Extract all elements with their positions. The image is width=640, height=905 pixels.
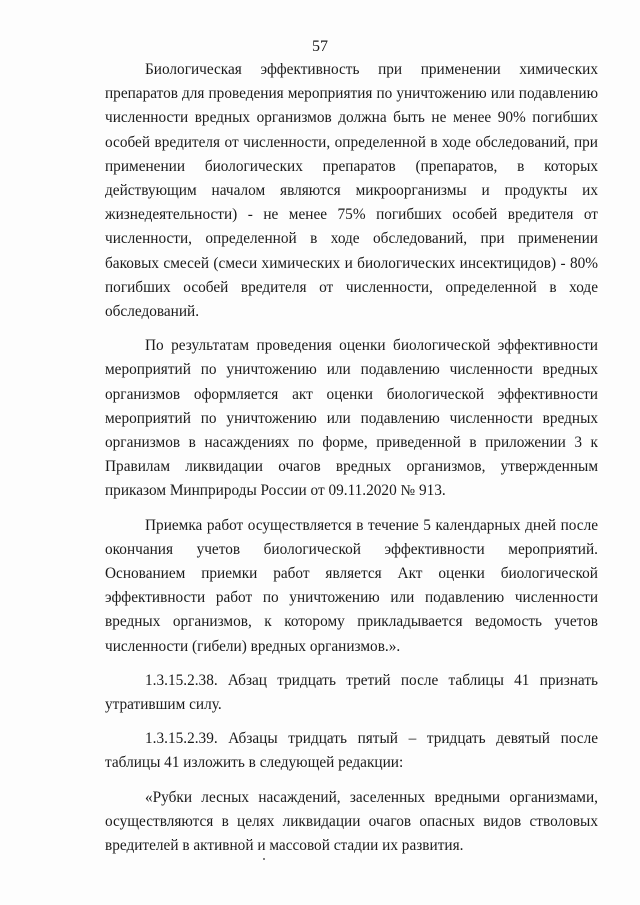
paragraph-clause-39: 1.3.15.2.39. Абзацы тридцать пятый – тридцать девятый после таблицы 41 изложить в следующей редакции: xyxy=(105,730,598,772)
page-number: 57 xyxy=(312,38,328,55)
paragraph-assessment-act: По результатам проведения оценки биологической эффективности мероприятий по уничтожению или подавлению численности вредных организмов оформляется акт оценки биологической эффективности мероприятий по уничтожению или подавлению численности вредных организмов в насаждениях по форме, приведенной в приложении 3 к Правилам ликвидации очагов вредных организмов, утвержденным приказом Минприроды России от 09.11.2020 № 913. xyxy=(105,337,598,500)
document-body xyxy=(105,58,598,858)
paragraph-biological-efficiency: Биологическая эффективность при применении химических препаратов для проведения мероприятия по уничтожению или подавлению численности вредных организмов должна быть не менее 90% погибших особей вредителя от численности, определенной в ходе обследований, при применении биологических препаратов (препаратов, в которых действующим началом являются микроорганизмы и продукты их жизнедеятельности) - не менее 75% погибших особей вредителя от численности, определенной в ходе обследований, при применении баковых смесей (смеси химических и биологических инсектицидов) - 80% погибших особей вредителя от численности, определенной в ходе обследований. xyxy=(105,61,598,321)
paragraph-clause-38: 1.3.15.2.38. Абзац тридцать третий после таблицы 41 признать утратившим силу. xyxy=(105,671,598,714)
paragraph-acceptance-of-works: Приемка работ осуществляется в течение 5 календарных дней после окончания учетов биологической эффективности мероприятий. Основанием приемки работ является Акт оценки биологической эффективности работ по уничтожению или подавлению численности вредных организмов, к которому прикладывается ведомость учетов численности (гибели) вредных организмов.». xyxy=(105,516,598,655)
paragraph-forest-felling: «Рубки лесных насаждений, заселенных вредными организмами, осуществляются в целях ликвидации очагов опасных видов стволовых вредителей в активной и массовой стадии их развития. xyxy=(105,788,598,855)
scan-speck xyxy=(263,858,265,860)
